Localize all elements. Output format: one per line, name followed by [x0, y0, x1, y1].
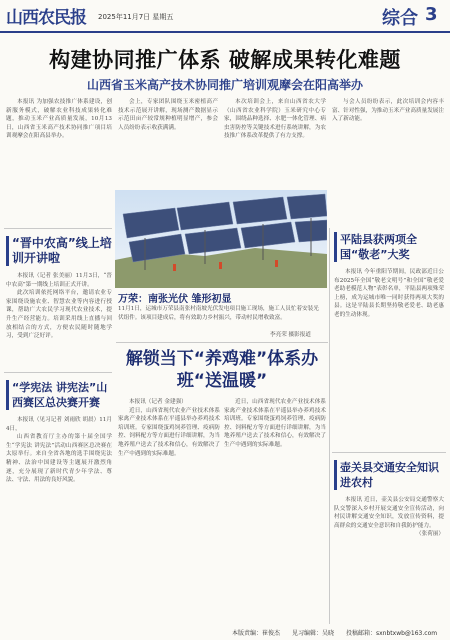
divider — [4, 228, 112, 229]
left1-body: 本报讯（记者 张美丽）11月3日，“晋中农高”第一期线上培训正式开讲。 此次培训依托网络平台，邀请农业专家围绕设施农业、智慧农业等内容进行授课，帮助广大农民学习现代农业技术，提升生产经营能力。培训采用线上直播与回放相结合的方式，方便农民随时随地学习，受到广泛好评。 — [6, 273, 112, 340]
right1-body: 本报讯 今年重阳节期间，民政部近日公布2025年全国“敬老文明号”和全国“敬老爱老助老模范人物”表彰名单，平陆县两项殊荣上榜，成为运城市唯一同时获得两项大奖的县。这是平陆县长期坚持敬老爱老、助老惠老的生动体现。 — [334, 269, 444, 318]
header-rule — [0, 31, 450, 33]
divider — [332, 452, 446, 453]
middle2-body-2: 近日，山西省现代农业产业技术体系家禽产业技术体系在平遥县举办养鸡技术培训班。专家围绕蛋鸡饲养管理、疫病防控、饲料配方等方面进行详细讲解，为当地养殖户送去了技术和信心，有效解决了生产中遇到的实际难题。 — [224, 399, 326, 448]
kicker-bar — [6, 236, 9, 266]
page-header — [0, 0, 450, 34]
left1-headline: “晋中农高”线上培训开讲啦 — [12, 236, 112, 265]
lead-column-4: 与会人员纷纷表示，此次培训会内容丰富、针对性强，为推动玉米产业高质量发展注入了新动能。 — [332, 99, 444, 123]
photo-title: 万荣：南张光伏 雏形初显 — [118, 294, 232, 305]
left2-body: 本报讯（见习记者 刘雨欣 胡晨）11月4日， 山西省教育厅主办的第十届全国学生“学宪法 讲宪法”活动山西赛区总决赛在太原举行。来自全省各地的选手围绕宪法精神、法治中国建设等主题展开激烈角逐，充分展现了新时代青少年学法、尊法、守法、用法的良好风貌。 — [6, 417, 112, 484]
middle2-body-1: 本报讯（记者 金建强） 近日，山西省现代农业产业技术体系家禽产业技术体系在平遥县举办养鸡技术培训班。专家围绕蛋鸡饲养管理、疫病防控、饲料配方等方面进行详细讲解，为当地养殖户送去了技术和信心，有效解决了生产中遇到的实际难题。 — [118, 399, 220, 457]
divider — [116, 342, 328, 343]
photo-caption: 11月1日，运城市万荣县南张村南坡光伏发电项目施工现场，施工人员忙着安装光伏组件。该项目建成后，将有效助力乡村振兴，带动村民增收致富。 — [118, 306, 319, 321]
issue-date: 2025年11月7日 星期五 — [98, 13, 174, 21]
footer-email: 投稿邮箱：sxnbtxwb@163.com — [346, 630, 438, 637]
divider — [329, 228, 330, 624]
left2-headline: “学宪法 讲宪法”山西赛区总决赛开赛 — [12, 381, 108, 409]
middle2-headline: 解锁当下“养鸡难”体系办班“送温暖” — [125, 349, 319, 391]
kicker-bar — [334, 460, 337, 490]
lead-headline: 构建协同推广体系 破解成果转化难题 — [49, 48, 401, 72]
kicker-bar — [6, 380, 9, 410]
section-name: 综合 — [382, 8, 418, 29]
footer-proof: 见习编辑：吴晓 — [292, 630, 335, 637]
footer-editor: 本版责编：崔俊杰 — [232, 630, 281, 637]
lead-subhead: 山西省玉米高产技术协同推广培训观摩会在阳高举办 — [86, 78, 363, 92]
right2-body: 本报讯 近日，壶关县公安局交通警察大队交警深入乡村开展交通安全宣传活动，向村民讲解交通安全知识，发放宣传资料，提高群众的交通安全意识和自我防护能力。 （张荷丽） — [334, 497, 444, 538]
newspaper-logo: 山西农民报 — [6, 8, 86, 28]
lead-column-3: 本次培训会上，来自山西省农大学（山西省农业科学院）玉米研究中心专家，围绕品种选择、水肥一体化管理、病虫害防控等关键技术进行系统讲解，为农技推广体系改革提供了有力支撑。 — [224, 99, 326, 140]
divider — [4, 372, 112, 373]
lead-column-2: 会上，专家团队围绕玉米密植高产技术示范展开讲解，现场测产数据显示示范田亩产较常规种植明显增产，参会人员纷纷表示收获满满。 — [118, 99, 218, 131]
lead-column-1: 本报讯 为加强农技推广体系建设，创新服务模式，破解农业科技成果转化难题，推动玉米产业高质量发展，10月13日，山西省玉米高产技术协同推广项目培训观摩会在阳高县举办。 — [6, 99, 112, 140]
photo-credit: 李亮荣 摄影报道 — [270, 332, 311, 338]
kicker-bar — [334, 232, 337, 262]
page-number: 3 — [425, 4, 438, 25]
page-footer — [0, 626, 450, 640]
right2-headline: 壶关县交通安全知识进农村 — [340, 461, 439, 489]
solar-panel-photo — [115, 190, 327, 288]
right1-headline: 平陆县获两项全国“敬老”大奖 — [340, 233, 417, 261]
